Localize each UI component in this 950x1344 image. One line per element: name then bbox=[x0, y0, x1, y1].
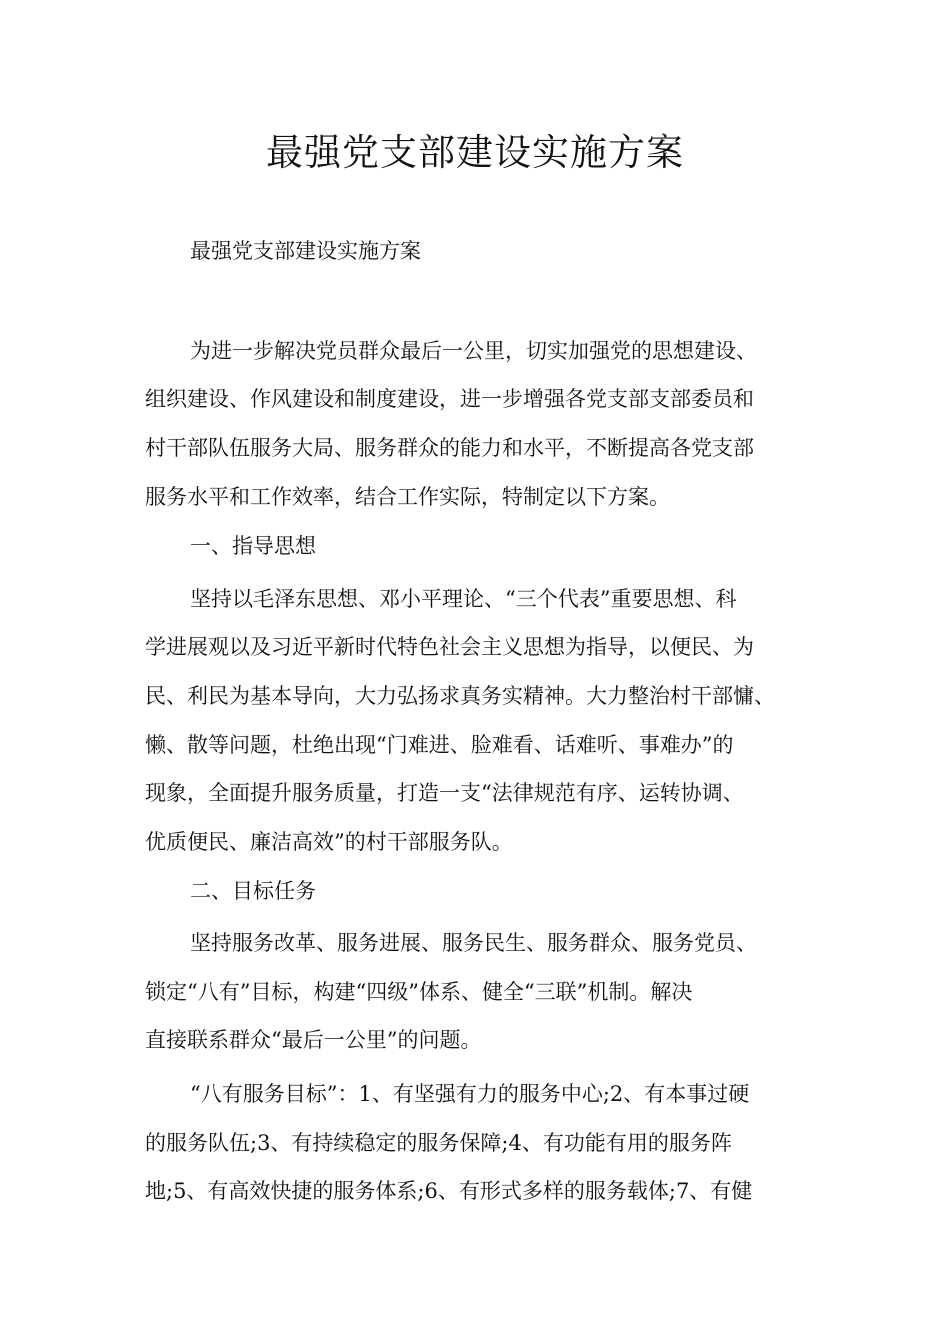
paragraph-line: 现象，全面提升服务质量，打造一支“法律规范有序、运转协调、 bbox=[145, 781, 744, 805]
paragraph-line: 坚持服务改革、服务进展、服务民生、服务群众、服务党员、 bbox=[190, 931, 757, 955]
paragraph-line: 懒、散等问题，杜绝出现“门难进、脸难看、话难听、事难办”的 bbox=[145, 733, 734, 757]
paragraph-line: 学进展观以及习近平新时代特色社会主义思想为指导，以便民、为 bbox=[145, 635, 754, 659]
section-heading: 二、目标任务 bbox=[190, 879, 316, 903]
paragraph-line: 锁定“八有”目标，构建“四级”体系、健全“三联”机制。解决 bbox=[145, 980, 693, 1004]
document-subtitle: 最强党支部建设实施方案 bbox=[190, 239, 421, 263]
paragraph-line: 地;5、有高效快捷的服务体系;6、有形式多样的服务载体;7、有健 bbox=[145, 1179, 753, 1203]
paragraph-line: 直接联系群众“最后一公里”的问题。 bbox=[145, 1028, 482, 1052]
paragraph-line: 组织建设、作风建设和制度建设，进一步增强各党支部支部委员和 bbox=[145, 387, 754, 411]
paragraph-line: 为进一步解决党员群众最后一公里，切实加强党的思想建设、 bbox=[190, 339, 757, 363]
paragraph-line: 民、利民为基本导向，大力弘扬求真务实精神。大力整治村干部慵、 bbox=[145, 684, 775, 708]
paragraph-line: 的服务队伍;3、有持续稳定的服务保障;4、有功能有用的服务阵 bbox=[145, 1131, 732, 1155]
section-heading: 一、指导思想 bbox=[190, 534, 316, 558]
paragraph-line: “八有服务目标”：1、有坚强有力的服务中心;2、有本事过硬 bbox=[190, 1082, 750, 1106]
paragraph-line: 坚持以毛泽东思想、邓小平理论、“三个代表”重要思想、科 bbox=[190, 587, 737, 611]
paragraph-line: 优质便民、廉洁高效”的村干部服务队。 bbox=[145, 830, 513, 854]
paragraph-line: 村干部队伍服务大局、服务群众的能力和水平，不断提高各党支部 bbox=[145, 436, 754, 460]
document-title: 最强党支部建设实施方案 bbox=[266, 131, 684, 174]
paragraph-line: 服务水平和工作效率，结合工作实际，特制定以下方案。 bbox=[145, 485, 670, 509]
